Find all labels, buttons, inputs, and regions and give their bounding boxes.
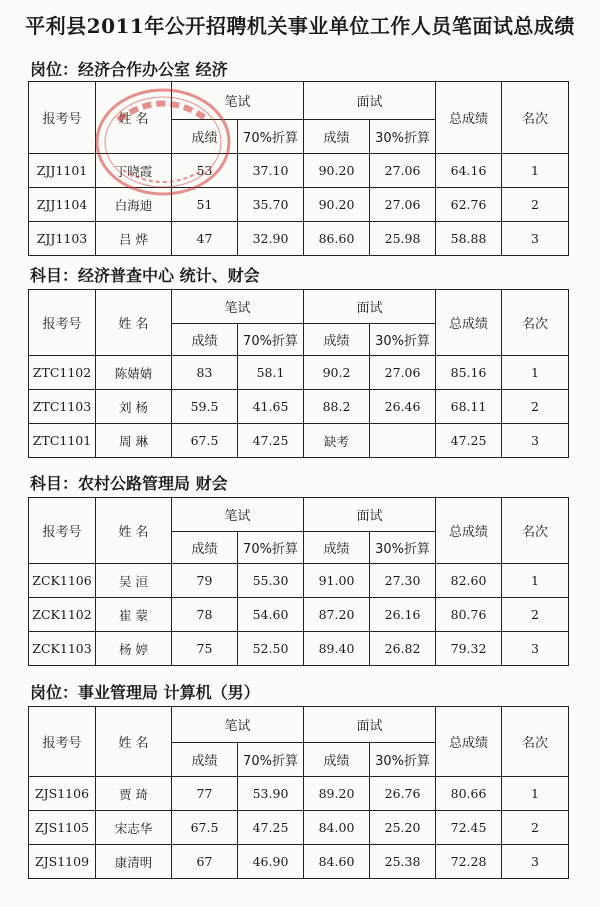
header-name: 姓 名 bbox=[96, 290, 172, 356]
table-row bbox=[29, 777, 569, 811]
cell-name: 宋志华 bbox=[96, 811, 172, 845]
cell-name: 杨 婷 bbox=[96, 632, 172, 666]
header-written: 笔试 bbox=[172, 498, 304, 532]
cell-total: 58.88 bbox=[436, 222, 502, 256]
header-written-score: 成绩 bbox=[172, 120, 238, 154]
table-row bbox=[29, 598, 569, 632]
cell-name: 吴 洹 bbox=[96, 564, 172, 598]
cell-name: 丁晓霞 bbox=[96, 154, 172, 188]
header-written-70: 70%折算 bbox=[238, 120, 304, 154]
header-interview-score: 成绩 bbox=[304, 743, 370, 777]
cell-interview-30: 27.30 bbox=[370, 564, 436, 598]
cell-total: 82.60 bbox=[436, 564, 502, 598]
header-rank: 名次 bbox=[502, 498, 569, 564]
cell-interview: 90.2 bbox=[304, 356, 370, 390]
header-total: 总成绩 bbox=[436, 707, 502, 777]
cell-exam-no: ZJJ1101 bbox=[29, 154, 96, 188]
cell-interview: 91.00 bbox=[304, 564, 370, 598]
cell-written-70: 37.10 bbox=[238, 154, 304, 188]
header-written-70: 70%折算 bbox=[238, 743, 304, 777]
cell-written: 75 bbox=[172, 632, 238, 666]
cell-name: 白海迪 bbox=[96, 188, 172, 222]
table-row bbox=[29, 424, 569, 458]
cell-written-70: 41.65 bbox=[238, 390, 304, 424]
cell-written-70: 58.1 bbox=[238, 356, 304, 390]
cell-exam-no: ZJJ1103 bbox=[29, 222, 96, 256]
cell-interview-30: 25.98 bbox=[370, 222, 436, 256]
section-heading: 岗位：经济合作办公室 经济 bbox=[30, 60, 228, 79]
header-interview: 面试 bbox=[304, 82, 436, 120]
cell-interview: 90.20 bbox=[304, 188, 370, 222]
cell-written: 78 bbox=[172, 598, 238, 632]
header-interview-score: 成绩 bbox=[304, 532, 370, 564]
cell-written: 77 bbox=[172, 777, 238, 811]
header-interview-score: 成绩 bbox=[304, 120, 370, 154]
cell-written: 67.5 bbox=[172, 424, 238, 458]
cell-exam-no: ZJS1105 bbox=[29, 811, 96, 845]
cell-interview-30: 26.76 bbox=[370, 777, 436, 811]
cell-interview-30 bbox=[370, 424, 436, 458]
cell-written-70: 47.25 bbox=[238, 811, 304, 845]
cell-interview-30: 26.46 bbox=[370, 390, 436, 424]
header-name: 姓 名 bbox=[96, 82, 172, 154]
cell-exam-no: ZTC1101 bbox=[29, 424, 96, 458]
cell-exam-no: ZCK1103 bbox=[29, 632, 96, 666]
header-written-score: 成绩 bbox=[172, 532, 238, 564]
header-written-score: 成绩 bbox=[172, 743, 238, 777]
table-row bbox=[29, 188, 569, 222]
table-row bbox=[29, 222, 569, 256]
header-total: 总成绩 bbox=[436, 498, 502, 564]
cell-total: 72.45 bbox=[436, 811, 502, 845]
cell-total: 47.25 bbox=[436, 424, 502, 458]
header-name: 姓 名 bbox=[96, 707, 172, 777]
header-written-70: 70%折算 bbox=[238, 532, 304, 564]
cell-written: 67.5 bbox=[172, 811, 238, 845]
cell-exam-no: ZJS1109 bbox=[29, 845, 96, 879]
cell-written-70: 47.25 bbox=[238, 424, 304, 458]
header-interview-30: 30%折算 bbox=[370, 743, 436, 777]
cell-written: 59.5 bbox=[172, 390, 238, 424]
cell-written-70: 35.70 bbox=[238, 188, 304, 222]
cell-name: 陈婧婧 bbox=[96, 356, 172, 390]
cell-rank: 3 bbox=[502, 222, 569, 256]
cell-exam-no: ZJJ1104 bbox=[29, 188, 96, 222]
table-row bbox=[29, 356, 569, 390]
cell-exam-no: ZCK1106 bbox=[29, 564, 96, 598]
header-exam-no: 报考号 bbox=[29, 82, 96, 154]
header-total: 总成绩 bbox=[436, 290, 502, 356]
cell-total: 79.32 bbox=[436, 632, 502, 666]
section-heading: 岗位：事业管理局 计算机（男） bbox=[30, 683, 260, 702]
cell-interview-30: 26.16 bbox=[370, 598, 436, 632]
table-row bbox=[29, 390, 569, 424]
cell-name: 刘 杨 bbox=[96, 390, 172, 424]
table-row bbox=[29, 564, 569, 598]
cell-total: 62.76 bbox=[436, 188, 502, 222]
cell-exam-no: ZTC1102 bbox=[29, 356, 96, 390]
cell-rank: 1 bbox=[502, 356, 569, 390]
cell-rank: 2 bbox=[502, 390, 569, 424]
cell-total: 72.28 bbox=[436, 845, 502, 879]
cell-name: 贾 琦 bbox=[96, 777, 172, 811]
header-interview: 面试 bbox=[304, 290, 436, 324]
header-interview: 面试 bbox=[304, 498, 436, 532]
cell-written-70: 54.60 bbox=[238, 598, 304, 632]
cell-name: 崔 蒙 bbox=[96, 598, 172, 632]
header-name: 姓 名 bbox=[96, 498, 172, 564]
section-heading: 科目：经济普查中心 统计、财会 bbox=[30, 266, 260, 285]
cell-name: 吕 烨 bbox=[96, 222, 172, 256]
score-table bbox=[28, 706, 569, 879]
cell-rank: 1 bbox=[502, 154, 569, 188]
header-exam-no: 报考号 bbox=[29, 707, 96, 777]
cell-exam-no: ZCK1102 bbox=[29, 598, 96, 632]
header-exam-no: 报考号 bbox=[29, 498, 96, 564]
cell-interview: 84.00 bbox=[304, 811, 370, 845]
cell-name: 康清明 bbox=[96, 845, 172, 879]
cell-rank: 1 bbox=[502, 564, 569, 598]
page-title: 平利县2011年公开招聘机关事业单位工作人员笔面试总成绩 bbox=[25, 14, 575, 38]
cell-exam-no: ZTC1103 bbox=[29, 390, 96, 424]
table-row bbox=[29, 632, 569, 666]
cell-written: 67 bbox=[172, 845, 238, 879]
cell-written: 47 bbox=[172, 222, 238, 256]
cell-interview: 86.60 bbox=[304, 222, 370, 256]
cell-interview: 90.20 bbox=[304, 154, 370, 188]
cell-total: 80.66 bbox=[436, 777, 502, 811]
score-table bbox=[28, 81, 569, 256]
cell-written-70: 52.50 bbox=[238, 632, 304, 666]
cell-total: 68.11 bbox=[436, 390, 502, 424]
cell-rank: 3 bbox=[502, 424, 569, 458]
header-written-score: 成绩 bbox=[172, 324, 238, 356]
cell-interview-30: 27.06 bbox=[370, 154, 436, 188]
cell-total: 85.16 bbox=[436, 356, 502, 390]
cell-interview-30: 26.82 bbox=[370, 632, 436, 666]
header-written-70: 70%折算 bbox=[238, 324, 304, 356]
cell-rank: 2 bbox=[502, 188, 569, 222]
header-written: 笔试 bbox=[172, 707, 304, 743]
cell-written: 51 bbox=[172, 188, 238, 222]
header-written: 笔试 bbox=[172, 82, 304, 120]
cell-interview: 89.40 bbox=[304, 632, 370, 666]
cell-interview-30: 27.06 bbox=[370, 188, 436, 222]
cell-total: 80.76 bbox=[436, 598, 502, 632]
section-heading: 科目：农村公路管理局 财会 bbox=[30, 474, 228, 493]
cell-written-70: 55.30 bbox=[238, 564, 304, 598]
cell-written-70: 53.90 bbox=[238, 777, 304, 811]
cell-interview: 缺考 bbox=[304, 424, 370, 458]
table-row bbox=[29, 845, 569, 879]
cell-interview-30: 25.38 bbox=[370, 845, 436, 879]
cell-interview: 88.2 bbox=[304, 390, 370, 424]
cell-written: 79 bbox=[172, 564, 238, 598]
header-rank: 名次 bbox=[502, 290, 569, 356]
header-interview-30: 30%折算 bbox=[370, 532, 436, 564]
header-total: 总成绩 bbox=[436, 82, 502, 154]
header-rank: 名次 bbox=[502, 82, 569, 154]
cell-rank: 3 bbox=[502, 845, 569, 879]
cell-exam-no: ZJS1106 bbox=[29, 777, 96, 811]
score-table bbox=[28, 289, 569, 458]
cell-interview: 87.20 bbox=[304, 598, 370, 632]
table-row bbox=[29, 154, 569, 188]
cell-rank: 1 bbox=[502, 777, 569, 811]
cell-written-70: 46.90 bbox=[238, 845, 304, 879]
cell-total: 64.16 bbox=[436, 154, 502, 188]
cell-interview-30: 27.06 bbox=[370, 356, 436, 390]
header-interview-30: 30%折算 bbox=[370, 120, 436, 154]
table-row bbox=[29, 811, 569, 845]
cell-interview: 84.60 bbox=[304, 845, 370, 879]
cell-rank: 2 bbox=[502, 598, 569, 632]
cell-written-70: 32.90 bbox=[238, 222, 304, 256]
header-interview: 面试 bbox=[304, 707, 436, 743]
header-rank: 名次 bbox=[502, 707, 569, 777]
header-exam-no: 报考号 bbox=[29, 290, 96, 356]
cell-interview: 89.20 bbox=[304, 777, 370, 811]
header-interview-score: 成绩 bbox=[304, 324, 370, 356]
header-interview-30: 30%折算 bbox=[370, 324, 436, 356]
cell-written: 83 bbox=[172, 356, 238, 390]
cell-rank: 2 bbox=[502, 811, 569, 845]
cell-interview-30: 25.20 bbox=[370, 811, 436, 845]
cell-written: 53 bbox=[172, 154, 238, 188]
cell-name: 周 琳 bbox=[96, 424, 172, 458]
score-table bbox=[28, 497, 569, 666]
cell-rank: 3 bbox=[502, 632, 569, 666]
header-written: 笔试 bbox=[172, 290, 304, 324]
